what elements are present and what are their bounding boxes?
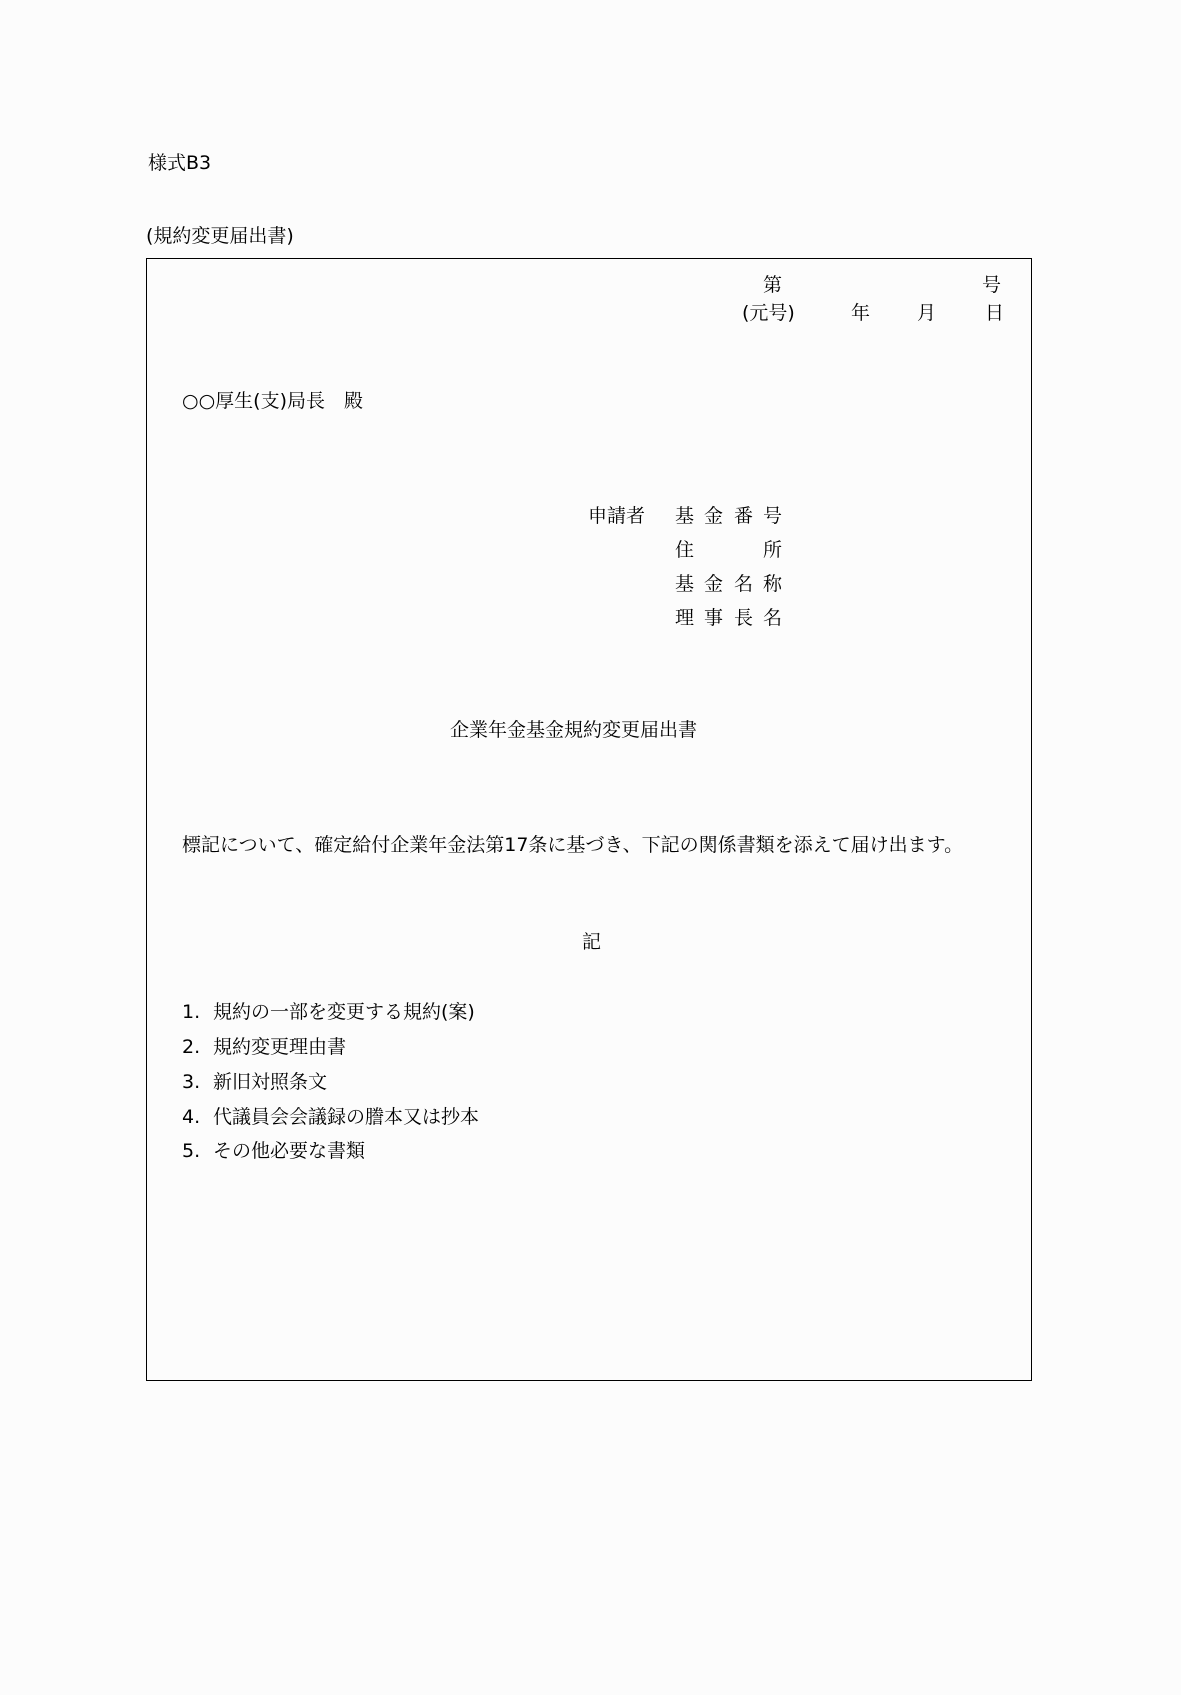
label-char: 金 [704, 573, 724, 595]
label-char: 住 [675, 539, 695, 561]
form-id-label: 様式B3 [148, 152, 212, 174]
document-title: 企業年金基金規約変更届出書 [450, 719, 698, 741]
form-caption: (規約変更届出書) [146, 225, 294, 247]
label-char: 基 [675, 505, 695, 527]
label-char: 所 [763, 539, 783, 561]
list-item-text: 規約の一部を変更する規約(案) [213, 1001, 475, 1023]
list-item [182, 1108, 479, 1127]
era-label: (元号) [742, 302, 795, 324]
list-item [182, 1003, 475, 1022]
day-label: 日 [985, 302, 1005, 324]
list-item [182, 1142, 365, 1161]
body-text: 標記について、確定給付企業年金法第17条に基づき、下記の関係書類を添えて届け出ます。 [182, 834, 964, 856]
list-item-text: 新旧対照条文 [213, 1071, 328, 1093]
list-item-text: 代議員会会議録の謄本又は抄本 [213, 1106, 480, 1128]
label-char: 称 [763, 573, 783, 595]
label-char: 事 [704, 607, 724, 629]
month-label: 月 [917, 302, 937, 324]
label-char: 番 [734, 505, 754, 527]
label-char: 号 [763, 505, 783, 527]
list-item-number: 3. [182, 1071, 201, 1093]
list-item [182, 1038, 346, 1057]
label-char: 基 [675, 573, 695, 595]
list-item-number: 4. [182, 1106, 201, 1128]
label-char: 名 [734, 573, 754, 595]
number-suffix: 号 [982, 274, 1002, 296]
applicant-label: 申請者 [588, 505, 646, 527]
label-char: 理 [675, 607, 695, 629]
label-char: 長 [734, 607, 754, 629]
record-heading: 記 [582, 931, 602, 953]
addressee: ○○厚生(支)局長 殿 [182, 390, 363, 412]
list-item-number: 5. [182, 1140, 201, 1162]
list-item-number: 1. [182, 1001, 201, 1023]
label-char: 名 [763, 607, 783, 629]
form-frame [146, 258, 1032, 1381]
list-item-text: その他必要な書類 [213, 1140, 366, 1162]
number-prefix: 第 [763, 274, 783, 296]
list-item-text: 規約変更理由書 [213, 1036, 347, 1058]
list-item-number: 2. [182, 1036, 201, 1058]
list-item [182, 1073, 327, 1092]
label-char: 金 [704, 505, 724, 527]
year-label: 年 [851, 302, 871, 324]
